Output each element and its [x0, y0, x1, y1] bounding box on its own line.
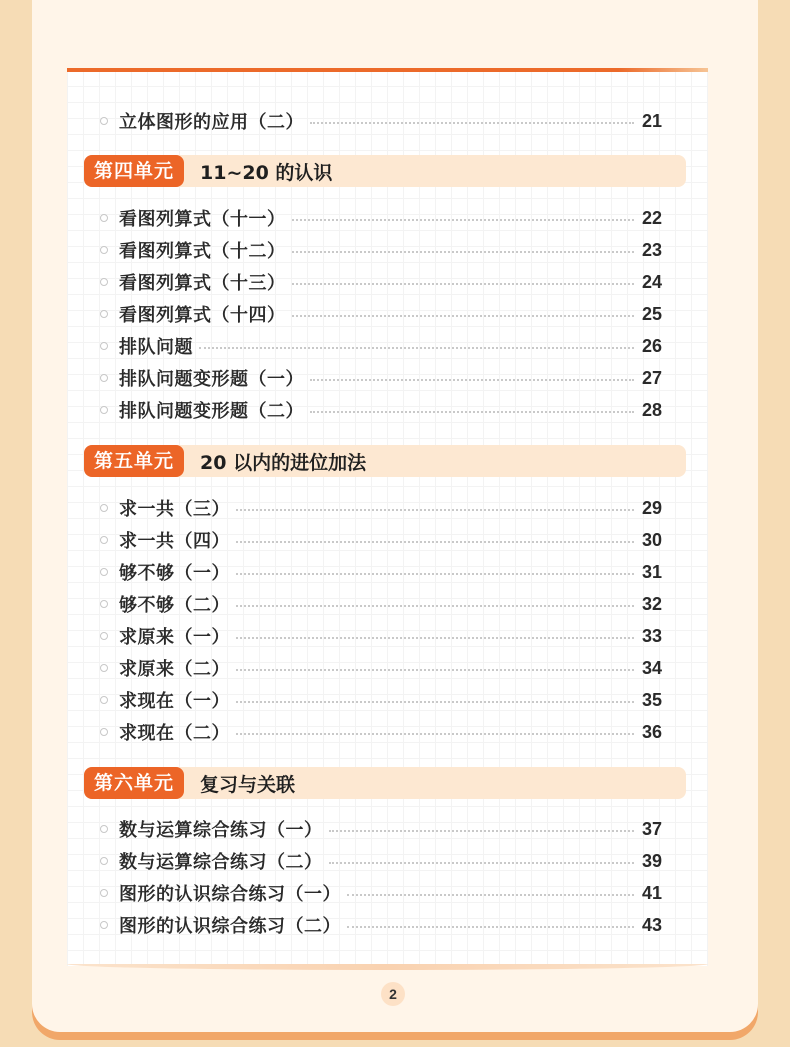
toc-entry-page: 31 — [641, 561, 662, 582]
bullet-icon — [100, 568, 108, 576]
dot-leader — [292, 251, 635, 253]
toc-entry[interactable] — [100, 302, 662, 326]
toc-entry-label: 够不够（一） — [119, 563, 230, 584]
toc-entry-label: 求原来（二） — [119, 659, 230, 680]
toc-entry-page: 41 — [641, 882, 662, 903]
toc-entry-label: 求一共（三） — [119, 499, 230, 520]
toc-entry[interactable] — [100, 560, 662, 584]
dot-leader — [236, 701, 634, 703]
toc-entry[interactable] — [100, 109, 662, 133]
dot-leader — [292, 315, 635, 317]
dot-leader — [310, 122, 634, 124]
toc-entry-page: 23 — [641, 239, 662, 260]
bullet-icon — [100, 246, 108, 254]
toc-entry-page: 39 — [641, 850, 662, 871]
toc-entry-page: 35 — [641, 689, 662, 710]
bullet-icon — [100, 632, 108, 640]
toc-entry[interactable] — [100, 849, 662, 873]
toc-entry-page: 24 — [641, 271, 662, 292]
toc-entry-page: 28 — [641, 399, 662, 420]
toc-entry[interactable] — [100, 881, 662, 905]
toc-entry-page: 33 — [641, 625, 662, 646]
bullet-icon — [100, 536, 108, 544]
toc-entry-label: 排队问题变形题（二） — [119, 401, 304, 422]
toc-entry[interactable] — [100, 398, 662, 422]
toc-entry-page: 21 — [641, 110, 662, 131]
unit-badge: 第四单元 — [84, 155, 184, 187]
toc-entry-label: 排队问题 — [119, 337, 193, 358]
toc-entry-label: 立体图形的应用（二） — [119, 112, 304, 133]
toc-entry-label: 看图列算式（十一） — [119, 209, 286, 230]
toc-entry[interactable] — [100, 496, 662, 520]
toc-entry-label: 排队问题变形题（一） — [119, 369, 304, 390]
bullet-icon — [100, 374, 108, 382]
dot-leader — [236, 637, 634, 639]
unit-header-4 — [84, 155, 686, 187]
toc-entry-page: 22 — [641, 207, 662, 228]
bullet-icon — [100, 600, 108, 608]
toc-entry-label: 求现在（一） — [119, 691, 230, 712]
dot-leader — [347, 894, 634, 896]
toc-entry-page: 36 — [641, 721, 662, 742]
bullet-icon — [100, 825, 108, 833]
dot-leader — [236, 509, 634, 511]
toc-entry-label: 看图列算式（十二） — [119, 241, 286, 262]
unit-header-6 — [84, 767, 686, 799]
unit-title: 11~20 的认识 — [200, 161, 333, 184]
page-number: 2 — [381, 982, 405, 1006]
toc-entry-label: 求原来（一） — [119, 627, 230, 648]
dot-leader — [310, 411, 634, 413]
dot-leader — [329, 830, 635, 832]
toc-entry[interactable] — [100, 913, 662, 937]
toc-entry-page: 37 — [641, 818, 662, 839]
toc-entry[interactable] — [100, 592, 662, 616]
toc-entry-label: 看图列算式（十四） — [119, 305, 286, 326]
dot-leader — [347, 926, 634, 928]
dot-leader — [310, 379, 634, 381]
toc-entry[interactable] — [100, 206, 662, 230]
toc-entry-page: 43 — [641, 914, 662, 935]
toc-entry[interactable] — [100, 720, 662, 744]
toc-entry[interactable] — [100, 528, 662, 552]
bullet-icon — [100, 921, 108, 929]
toc-entry-page: 34 — [641, 657, 662, 678]
toc-entry-page: 27 — [641, 367, 662, 388]
toc-entry-page: 29 — [641, 497, 662, 518]
bullet-icon — [100, 889, 108, 897]
toc-entry-label: 求一共（四） — [119, 531, 230, 552]
toc-entry-page: 26 — [641, 335, 662, 356]
bullet-icon — [100, 342, 108, 350]
toc-entry-label: 图形的认识综合练习（一） — [119, 884, 341, 905]
unit-badge: 第六单元 — [84, 767, 184, 799]
toc-entry-page: 25 — [641, 303, 662, 324]
toc-entry[interactable] — [100, 366, 662, 390]
dot-leader — [199, 347, 634, 349]
toc-entry[interactable] — [100, 624, 662, 648]
toc-entry[interactable] — [100, 688, 662, 712]
unit-title: 复习与关联 — [200, 773, 296, 796]
unit-badge: 第五单元 — [84, 445, 184, 477]
bullet-icon — [100, 664, 108, 672]
toc-entry-label: 数与运算综合练习（二） — [119, 852, 323, 873]
top-rule — [67, 68, 708, 72]
bullet-icon — [100, 214, 108, 222]
dot-leader — [292, 283, 635, 285]
unit-title: 20 以内的进位加法 — [200, 451, 367, 474]
dot-leader — [236, 573, 634, 575]
toc-entry[interactable] — [100, 334, 662, 358]
dot-leader — [329, 862, 635, 864]
toc-entry[interactable] — [100, 270, 662, 294]
bullet-icon — [100, 117, 108, 125]
dot-leader — [236, 669, 634, 671]
bullet-icon — [100, 504, 108, 512]
bullet-icon — [100, 857, 108, 865]
toc-entry-label: 求现在（二） — [119, 723, 230, 744]
dot-leader — [236, 605, 634, 607]
bullet-icon — [100, 696, 108, 704]
bullet-icon — [100, 728, 108, 736]
toc-entry-label: 够不够（二） — [119, 595, 230, 616]
bullet-icon — [100, 406, 108, 414]
toc-entry-label: 图形的认识综合练习（二） — [119, 916, 341, 937]
dot-leader — [236, 541, 634, 543]
toc-entry-page: 32 — [641, 593, 662, 614]
unit-header-5 — [84, 445, 686, 477]
toc-entry[interactable] — [100, 656, 662, 680]
dot-leader — [236, 733, 634, 735]
toc-entry[interactable] — [100, 817, 662, 841]
dot-leader — [292, 219, 635, 221]
toc-entry[interactable] — [100, 238, 662, 262]
bullet-icon — [100, 278, 108, 286]
toc-entry-label: 数与运算综合练习（一） — [119, 820, 323, 841]
toc-entry-page: 30 — [641, 529, 662, 550]
bullet-icon — [100, 310, 108, 318]
toc-entry-label: 看图列算式（十三） — [119, 273, 286, 294]
